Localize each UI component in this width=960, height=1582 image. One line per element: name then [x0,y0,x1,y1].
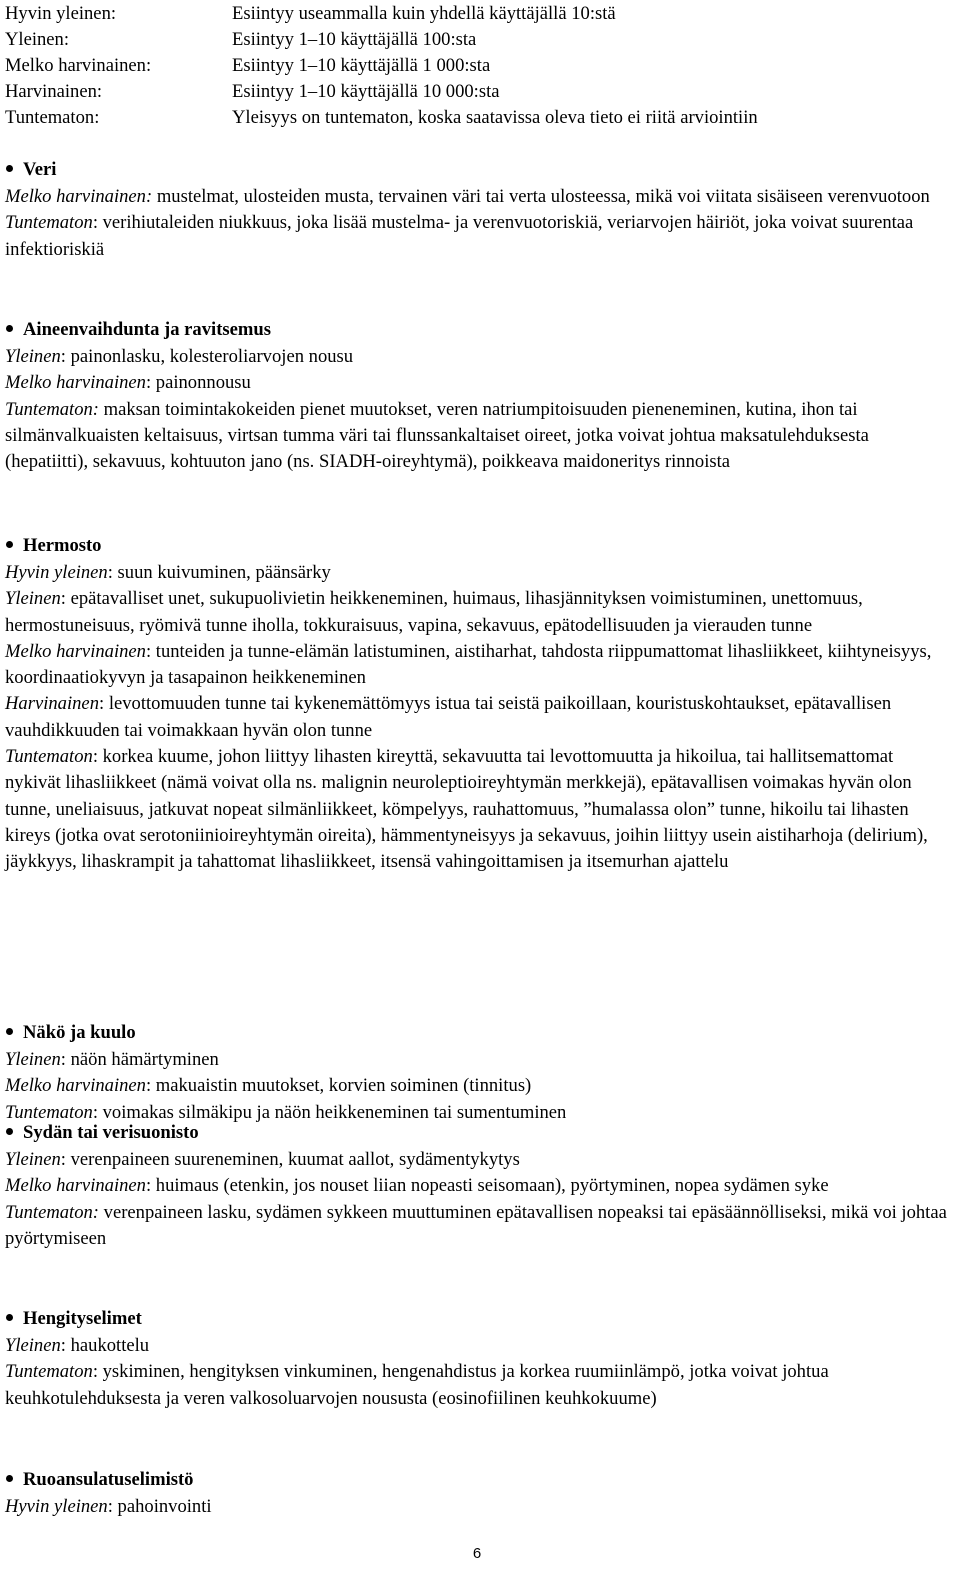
legend-term: Hyvin yleinen: [5,3,117,24]
effect-entry [5,370,950,396]
frequency-label: Yleinen [5,346,61,367]
bullet-icon [6,1028,13,1035]
effect-text: mustelmat, ulosteiden musta, tervainen väri tai verta ulosteessa, mikä voi viitata sisäiseen verenvuotoon [152,186,930,207]
legend-row [5,27,945,53]
bullet-icon [6,325,13,332]
frequency-separator: : [145,640,152,662]
legend-description: Esiintyy 1–10 käyttäjällä 10 000:sta [232,81,500,102]
frequency-label: Melko harvinainen [5,186,146,207]
effect-entry [5,344,950,370]
legend-term: Tuntematon: [5,107,100,128]
legend-row [5,79,945,105]
effect-entry [5,1359,950,1412]
effect-entry [5,691,950,744]
frequency-label: Yleinen [5,1049,61,1070]
section-heading-text: Aineenvaihdunta ja ravitsemus [23,319,271,340]
effect-entry [5,184,950,210]
effect-entry [5,744,950,875]
frequency-separator: : [107,562,113,583]
section-heading [5,533,950,559]
effect-entry [5,1200,950,1253]
frequency-separator: : [99,693,105,715]
effect-text: korkea kuume, johon liittyy lihasten kireyttä, sekavuutta tai levottomuutta ja hikoilua, tai hallitsemattomat nykivät lihasliikkeet (nämä voivat olla ns. malignin neuroleptioireyhtymän merkkejä), epätavallisen voimakas hyvän olon tunne, uneliaisuus, jatkuvat nopeat silmänliikkeet, kömpelyys, rauhattomuus, ”humalassa olon” tunne, hikoilu tai lihasten kireys (jotka ovat serotoniinioireyhtymän oireita), hämmentyneisyys ja sekavuus, joihin liittyy usein aistiharhoja (delirium), jäykkyys, lihaskrampit ja tahattomat lihasliikkeet, itsensä vahingoittamisen ja itsemurhan ajattelu [5,746,928,873]
frequency-label: Melko harvinainen [5,372,146,394]
frequency-label: Yleinen [5,1149,61,1170]
frequency-label: Tuntematon [5,1361,93,1383]
frequency-separator: : [145,1175,152,1197]
frequency-label: Tuntematon [5,746,93,768]
bullet-icon [6,1475,13,1482]
frequency-label: Tuntematon: [5,1201,100,1223]
page-number: 6 [472,1545,482,1562]
frequency-label: Tuntematon [5,212,93,234]
effect-entry [5,397,950,476]
frequency-label: Harvinainen [5,693,99,715]
frequency-separator: : [92,1101,98,1123]
section-heading [5,1467,950,1493]
effect-entry [5,1494,950,1520]
bullet-icon [6,1314,13,1321]
section-heading-text: Hengityselimet [23,1308,142,1329]
frequency-label: Hyvin yleinen [5,562,108,583]
legend-term: Yleinen: [5,29,70,50]
section-heading [5,1020,950,1046]
section-heading [5,1306,950,1332]
frequency-separator: : [60,346,66,367]
effect-entry [5,210,950,263]
section-heading-text: Näkö ja kuulo [23,1022,136,1043]
effect-text: verihiutaleiden niukkuus, joka lisää mustelma- ja verenvuotoriskiä, veriarvojen häiriöt, joka voivat suurentaa infektioriskiä [5,212,914,260]
frequency-separator: : [60,1149,66,1170]
frequency-label: Tuntematon [5,1101,93,1123]
frequency-label: Melko harvinainen [5,1075,146,1097]
frequency-separator: : [60,1335,66,1356]
frequency-separator: : [145,1075,152,1097]
frequency-separator: : [92,212,98,234]
section-heading [5,1120,950,1146]
effect-text: maksan toimintakokeiden pienet muutokset, veren natriumpitoisuuden pieneneminen, kutina, ihon tai silmänvalkuaisten keltaisuus, virtsan tumma väri tai flunssankaltaiset oireet, jotka voivat johtua maksatulehduksesta (hepatiitti), sekavuus, kohtuuton jano (ns. SIADH-oireyhtymä), poikkeava maidoneritys rinnoista [5,398,869,473]
effect-text: yskiminen, hengityksen vinkuminen, hengenahdistus ja korkea ruumiinlämpö, jotka voivat johtua keuhkotulehduksesta ja veren valkosoluarvojen noususta (eosinofiilinen keuhkokuume) [5,1361,829,1409]
section-ruoansulatuselimisto [5,1467,950,1520]
effect-entry [5,1147,950,1173]
frequency-separator: : [60,588,66,610]
legend-description: Esiintyy 1–10 käyttäjällä 100:sta [232,29,477,50]
section-nako-ja-kuulo [5,1020,950,1126]
frequency-separator: : [107,1496,113,1517]
bullet-icon [6,165,13,172]
legend-row [5,105,945,131]
effect-text: verenpaineen lasku, sydämen sykkeen muuttuminen epätavallisen nopeaksi tai epäsäännölliseksi, mikä voi johtaa pyörtymiseen [5,1201,947,1249]
effect-text: painonnousu [151,372,251,394]
section-hermosto [5,533,950,876]
section-hengityselimet [5,1306,950,1412]
effect-entry [5,639,950,692]
legend-description: Esiintyy useammalla kuin yhdellä käyttäjällä 10:stä [232,3,616,24]
section-heading-text: Sydän tai verisuonisto [23,1122,199,1143]
effect-text: epätavalliset unet, sukupuolivietin heikkeneminen, huimaus, lihasjännityksen voimistuminen, unettomuus, hermostuneisuus, ryömivä tunne iholla, tokkuraisuus, vapina, sekavuus, epätodellisuuden ja vierauden tunne [5,588,863,636]
section-heading-text: Ruoansulatuselimistö [23,1469,194,1490]
frequency-label: Yleinen [5,588,61,610]
frequency-separator: : [92,746,98,768]
effect-entry [5,586,950,639]
effect-text: haukottelu [65,1335,150,1356]
frequency-label: Melko harvinainen [5,1175,146,1197]
frequency-label: Tuntematon: [5,398,100,420]
frequency-separator: : [145,186,153,207]
effect-text: verenpaineen suureneminen, kuumat aallot, sydämentykytys [65,1149,520,1170]
effect-text: pahoinvointi [112,1496,212,1517]
effect-text: tunteiden ja tunne-elämän latistuminen, aistiharhat, tahdosta riippumattomat lihasliikkeet, kiihtyneisyys, koordinaatiokyvyn ja tasapainon heikkeneminen [5,640,932,689]
effect-text: painonlasku, kolesteroliarvojen nousu [65,346,354,367]
effect-text: suun kuivuminen, päänsärky [112,562,331,583]
section-heading-text: Hermosto [23,535,102,556]
section-veri [5,157,950,263]
bullet-icon [6,1128,13,1135]
legend-term: Melko harvinainen: [5,55,152,76]
effect-text: voimakas silmäkipu ja näön heikkeneminen tai sumentuminen [97,1101,567,1123]
bullet-icon [6,541,13,548]
effect-text: näön hämärtyminen [65,1049,219,1070]
legend-description: Esiintyy 1–10 käyttäjällä 1 000:sta [232,55,491,76]
section-heading [5,317,950,343]
effect-entry [5,1073,950,1099]
legend-description: Yleisyys on tuntematon, koska saatavissa oleva tieto ei riitä arviointiin [232,107,758,128]
effect-entry [5,560,950,586]
section-heading [5,157,950,183]
frequency-separator: : [60,1049,66,1070]
frequency-separator: : [92,1361,98,1383]
effect-entry [5,1173,950,1199]
section-aineenvaihdunta [5,317,950,475]
legend-row [5,53,945,79]
frequency-separator: : [145,372,152,394]
frequency-legend [5,1,945,131]
section-heading-text: Veri [23,159,57,180]
effect-text: huimaus (etenkin, jos nouset liian nopeasti seisomaan), pyörtyminen, nopea sydämen syke [151,1175,829,1197]
effect-entry [5,1333,950,1359]
frequency-label: Melko harvinainen [5,640,146,662]
frequency-label: Yleinen [5,1335,61,1356]
effect-entry [5,1047,950,1073]
section-sydan-tai-verisuonisto [5,1120,950,1252]
frequency-label: Hyvin yleinen [5,1496,108,1517]
effect-text: makuaistin muutokset, korvien soiminen (tinnitus) [151,1075,532,1097]
effect-text: levottomuuden tunne tai kykenemättömyys istua tai seistä paikoillaan, kouristuskohtaukset, epätavallisen vauhdikkuuden tai voimakkaan hyvän olon tunne [5,693,892,741]
legend-row [5,1,945,27]
legend-term: Harvinainen: [5,81,103,102]
